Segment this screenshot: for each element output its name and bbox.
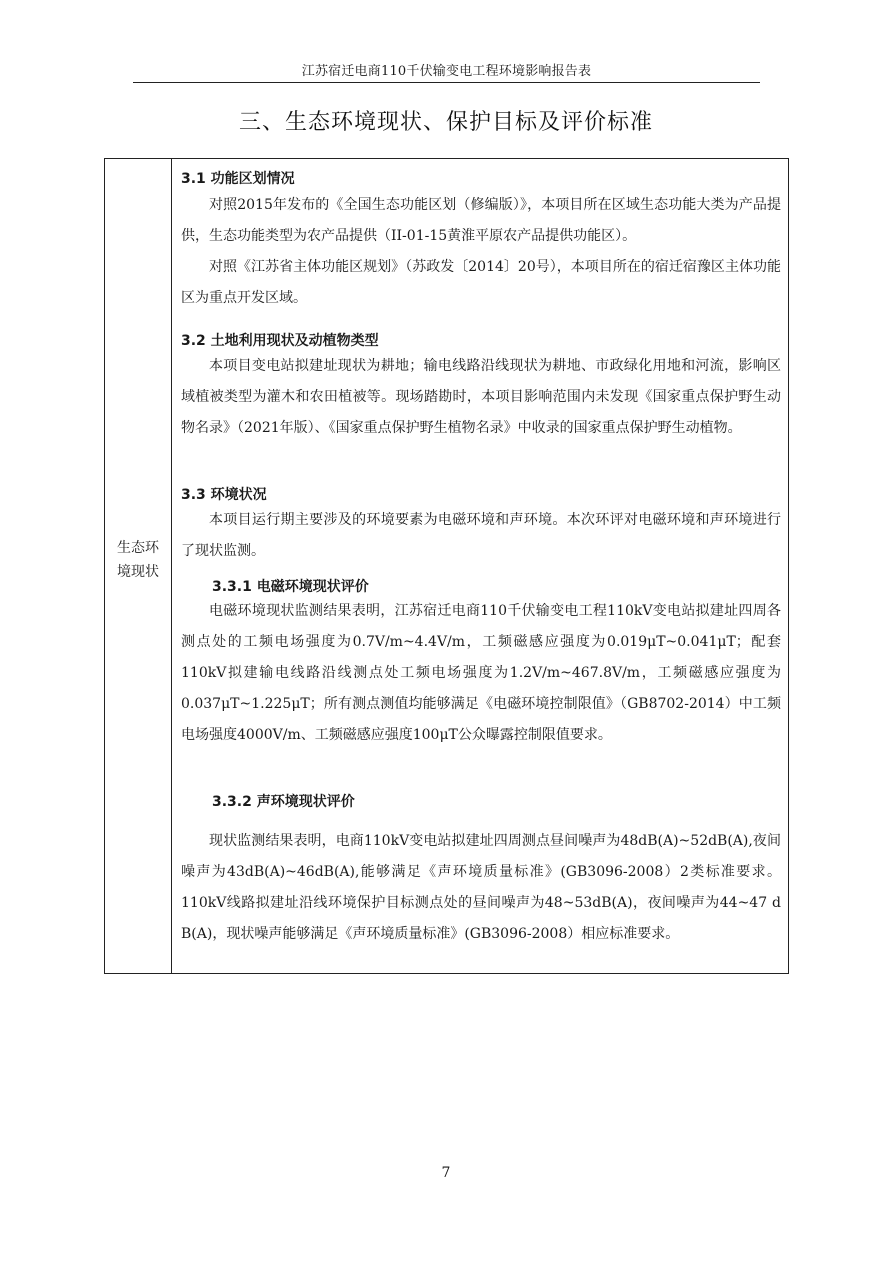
paragraph-3-1-a: 对照2015年发布的《全国生态功能区划（修编版）》，本项目所在区域生态功能大类为产品提供，生态功能类型为农产品提供（II-01-15黄淮平原农产品提供功能区）。 [181,197,781,244]
heading-3-1: 3.1 功能区划情况 [181,171,295,187]
paragraph-3-3-2: 现状监测结果表明，电商110kV变电站拟建址四周测点昼间噪声为48dB(A)~52dB(A),夜间噪声为43dB(A)~46dB(A),能够满足《声环境质量标准》(GB3096-2008）2类标准要求。110kV线路拟建址沿线环境保护目标测点处的昼间噪声为48~53dB(A)，夜间噪声为44~47 d B(A)，现状噪声能够满足《声环境质量标准》(GB3096-2008）相应标准要求。 [181,833,781,942]
header-rule [133,82,760,83]
heading-3-3: 3.3 环境状况 [181,487,267,503]
content-table [104,158,789,974]
paragraph-3-2: 本项目变电站拟建址现状为耕地；输电线路沿线现状为耕地、市政绿化用地和河流，影响区域植被类型为灌木和农田植被等。现场踏勘时，本项目影响范围内未发现《国家重点保护野生动物名录》（2021年版）、《国家重点保护野生植物名录》中收录的国家重点保护野生动植物。 [181,358,781,436]
running-header: 江苏宿迁电商110千伏输变电工程环境影响报告表 [301,64,592,79]
heading-3-3-2: 3.3.2 声环境现状评价 [212,794,355,810]
row-label: 生态环境现状 [117,540,159,580]
heading-3-3-1: 3.3.1 电磁环境现状评价 [212,579,369,595]
row-label-cell [105,159,172,973]
page-number: 7 [441,1165,451,1181]
paragraph-3-1-b: 对照《江苏省主体功能区规划》（苏政发〔2014〕20号），本项目所在的宿迁宿豫区主体功能区为重点开发区域。 [181,259,781,306]
heading-3-2: 3.2 土地利用现状及动植物类型 [181,333,379,349]
paragraph-3-3: 本项目运行期主要涉及的环境要素为电磁环境和声环境。本次环评对电磁环境和声环境进行了现状监测。 [181,512,781,559]
section-title: 三、生态环境现状、保护目标及评价标准 [238,110,653,135]
paragraph-3-3-1: 电磁环境现状监测结果表明，江苏宿迁电商110千伏输变电工程110kV变电站拟建址四周各测点处的工频电场强度为0.7V/m~4.4V/m，工频磁感应强度为0.019μT~0.041μT；配套110kV拟建输电线路沿线测点处工频电场强度为1.2V/m~467.8V/m，工频磁感应强度为0.037μT~1.225μT；所有测点测值均能够满足《电磁环境控制限值》（GB8702-2014）中工频电场强度4000V/m、工频磁感应强度100μT公众曝露控制限值要求。 [181,603,781,743]
